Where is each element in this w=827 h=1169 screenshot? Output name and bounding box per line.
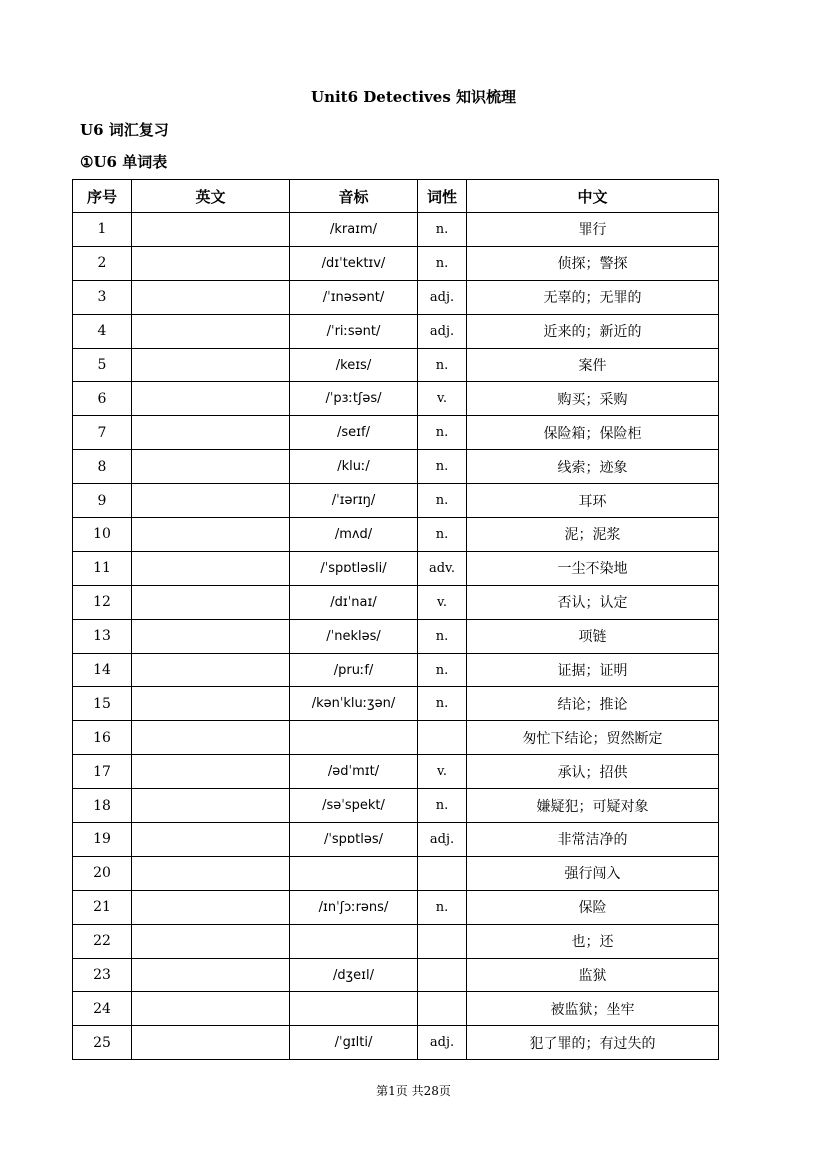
cell-chinese: 否认；认定 [467, 585, 719, 619]
cell-phonetic [290, 856, 418, 890]
cell-chinese: 匆忙下结论；贸然断定 [467, 721, 719, 755]
cell-phonetic [290, 924, 418, 958]
cell-part-of-speech [418, 958, 467, 992]
table-row [73, 992, 719, 1026]
cell-number: 13 [73, 619, 132, 653]
cell-part-of-speech: v. [418, 585, 467, 619]
cell-part-of-speech: n. [418, 484, 467, 518]
cell-part-of-speech [418, 721, 467, 755]
cell-chinese: 承认；招供 [467, 755, 719, 789]
cell-part-of-speech: n. [418, 890, 467, 924]
cell-part-of-speech [418, 924, 467, 958]
table-row [73, 246, 719, 280]
table-row [73, 518, 719, 552]
cell-english [132, 518, 290, 552]
cell-part-of-speech [418, 992, 467, 1026]
cell-part-of-speech: n. [418, 687, 467, 721]
cell-part-of-speech: n. [418, 416, 467, 450]
cell-phonetic: /dɪˈtektɪv/ [290, 246, 418, 280]
table-row [73, 1026, 719, 1060]
cell-english [132, 856, 290, 890]
cell-english [132, 653, 290, 687]
cell-number: 8 [73, 450, 132, 484]
cell-english [132, 585, 290, 619]
cell-part-of-speech: adj. [418, 314, 467, 348]
cell-number: 18 [73, 789, 132, 823]
cell-phonetic: /ˈpɜːtʃəs/ [290, 382, 418, 416]
cell-phonetic: /mʌd/ [290, 518, 418, 552]
table-row [73, 856, 719, 890]
cell-part-of-speech: adj. [418, 1026, 467, 1060]
cell-english [132, 823, 290, 857]
table-header-row [73, 180, 719, 213]
header-part-of-speech: 词性 [418, 180, 467, 213]
table-row [73, 450, 719, 484]
cell-english [132, 755, 290, 789]
cell-english [132, 551, 290, 585]
cell-phonetic: /dɪˈnaɪ/ [290, 585, 418, 619]
cell-number: 21 [73, 890, 132, 924]
vocabulary-table [72, 179, 719, 1060]
cell-part-of-speech: adj. [418, 823, 467, 857]
header-english: 英文 [132, 180, 290, 213]
cell-number: 11 [73, 551, 132, 585]
cell-phonetic: /ˈspɒtləs/ [290, 823, 418, 857]
cell-chinese: 购买；采购 [467, 382, 719, 416]
table-row [73, 653, 719, 687]
cell-chinese: 线索；迹象 [467, 450, 719, 484]
page-footer: 第1页 共28页 [376, 1084, 451, 1098]
cell-chinese: 项链 [467, 619, 719, 653]
cell-number: 25 [73, 1026, 132, 1060]
table-row [73, 280, 719, 314]
cell-chinese: 保险 [467, 890, 719, 924]
cell-english [132, 348, 290, 382]
cell-number: 6 [73, 382, 132, 416]
cell-phonetic [290, 992, 418, 1026]
cell-part-of-speech [418, 856, 467, 890]
cell-phonetic: /ˈgɪlti/ [290, 1026, 418, 1060]
cell-chinese: 近来的；新近的 [467, 314, 719, 348]
cell-chinese: 嫌疑犯；可疑对象 [467, 789, 719, 823]
table-row [73, 924, 719, 958]
table-row [73, 348, 719, 382]
cell-chinese: 无辜的；无罪的 [467, 280, 719, 314]
page-title: Unit6 Detectives 知识梳理 [311, 88, 516, 106]
cell-chinese: 监狱 [467, 958, 719, 992]
cell-phonetic: /keɪs/ [290, 348, 418, 382]
cell-number: 24 [73, 992, 132, 1026]
cell-english [132, 1026, 290, 1060]
cell-part-of-speech: n. [418, 653, 467, 687]
cell-part-of-speech: v. [418, 382, 467, 416]
cell-part-of-speech: n. [418, 619, 467, 653]
cell-number: 12 [73, 585, 132, 619]
cell-part-of-speech: n. [418, 450, 467, 484]
cell-part-of-speech: n. [418, 246, 467, 280]
cell-part-of-speech: adj. [418, 280, 467, 314]
cell-english [132, 619, 290, 653]
cell-number: 23 [73, 958, 132, 992]
cell-chinese: 一尘不染地 [467, 551, 719, 585]
cell-phonetic: /səˈspekt/ [290, 789, 418, 823]
cell-english [132, 484, 290, 518]
cell-phonetic: /kraɪm/ [290, 213, 418, 247]
cell-chinese: 犯了罪的；有过失的 [467, 1026, 719, 1060]
cell-english [132, 213, 290, 247]
cell-english [132, 280, 290, 314]
cell-chinese: 结论；推论 [467, 687, 719, 721]
cell-phonetic: /ˈnekləs/ [290, 619, 418, 653]
cell-phonetic: /ɪnˈʃɔːrəns/ [290, 890, 418, 924]
table-row [73, 958, 719, 992]
cell-part-of-speech: n. [418, 789, 467, 823]
cell-phonetic: /ədˈmɪt/ [290, 755, 418, 789]
table-row [73, 213, 719, 247]
cell-phonetic: /ˈɪnəsənt/ [290, 280, 418, 314]
cell-phonetic: /ˈɪərɪŋ/ [290, 484, 418, 518]
cell-english [132, 890, 290, 924]
cell-chinese: 也；还 [467, 924, 719, 958]
cell-number: 22 [73, 924, 132, 958]
table-row [73, 755, 719, 789]
table-row [73, 382, 719, 416]
header-phonetic: 音标 [290, 180, 418, 213]
table-row [73, 721, 719, 755]
cell-phonetic: /dʒeɪl/ [290, 958, 418, 992]
cell-english [132, 958, 290, 992]
cell-number: 4 [73, 314, 132, 348]
section-heading-word-list: ①U6 单词表 [80, 153, 168, 171]
cell-number: 20 [73, 856, 132, 890]
cell-phonetic: /seɪf/ [290, 416, 418, 450]
cell-english [132, 314, 290, 348]
cell-phonetic: /ˈspɒtləsli/ [290, 551, 418, 585]
table-row [73, 789, 719, 823]
cell-phonetic: /kənˈkluːʒən/ [290, 687, 418, 721]
cell-english [132, 789, 290, 823]
table-row [73, 890, 719, 924]
cell-number: 17 [73, 755, 132, 789]
cell-phonetic: /pruːf/ [290, 653, 418, 687]
cell-number: 2 [73, 246, 132, 280]
cell-english [132, 687, 290, 721]
section-heading-vocab-review: U6 词汇复习 [80, 121, 169, 139]
table-row [73, 687, 719, 721]
header-number: 序号 [73, 180, 132, 213]
cell-english [132, 721, 290, 755]
cell-part-of-speech: n. [418, 213, 467, 247]
cell-english [132, 416, 290, 450]
cell-number: 16 [73, 721, 132, 755]
header-chinese: 中文 [467, 180, 719, 213]
cell-chinese: 案件 [467, 348, 719, 382]
cell-english [132, 382, 290, 416]
cell-part-of-speech: n. [418, 518, 467, 552]
table-row [73, 484, 719, 518]
cell-part-of-speech: adv. [418, 551, 467, 585]
table-row [73, 823, 719, 857]
cell-number: 9 [73, 484, 132, 518]
cell-chinese: 被监狱；坐牢 [467, 992, 719, 1026]
cell-english [132, 246, 290, 280]
cell-phonetic: /ˈriːsənt/ [290, 314, 418, 348]
cell-number: 5 [73, 348, 132, 382]
table-row [73, 314, 719, 348]
cell-chinese: 侦探；警探 [467, 246, 719, 280]
cell-english [132, 992, 290, 1026]
cell-number: 19 [73, 823, 132, 857]
table-row [73, 619, 719, 653]
cell-english [132, 924, 290, 958]
cell-number: 15 [73, 687, 132, 721]
cell-phonetic: /kluː/ [290, 450, 418, 484]
cell-part-of-speech: v. [418, 755, 467, 789]
cell-number: 1 [73, 213, 132, 247]
cell-chinese: 非常洁净的 [467, 823, 719, 857]
cell-chinese: 泥；泥浆 [467, 518, 719, 552]
cell-phonetic [290, 721, 418, 755]
cell-chinese: 强行闯入 [467, 856, 719, 890]
cell-number: 14 [73, 653, 132, 687]
table-row [73, 585, 719, 619]
table-row [73, 416, 719, 450]
cell-part-of-speech: n. [418, 348, 467, 382]
cell-chinese: 耳环 [467, 484, 719, 518]
cell-number: 7 [73, 416, 132, 450]
cell-english [132, 450, 290, 484]
cell-number: 10 [73, 518, 132, 552]
cell-chinese: 保险箱；保险柜 [467, 416, 719, 450]
cell-number: 3 [73, 280, 132, 314]
cell-chinese: 证据；证明 [467, 653, 719, 687]
cell-chinese: 罪行 [467, 213, 719, 247]
table-row [73, 551, 719, 585]
